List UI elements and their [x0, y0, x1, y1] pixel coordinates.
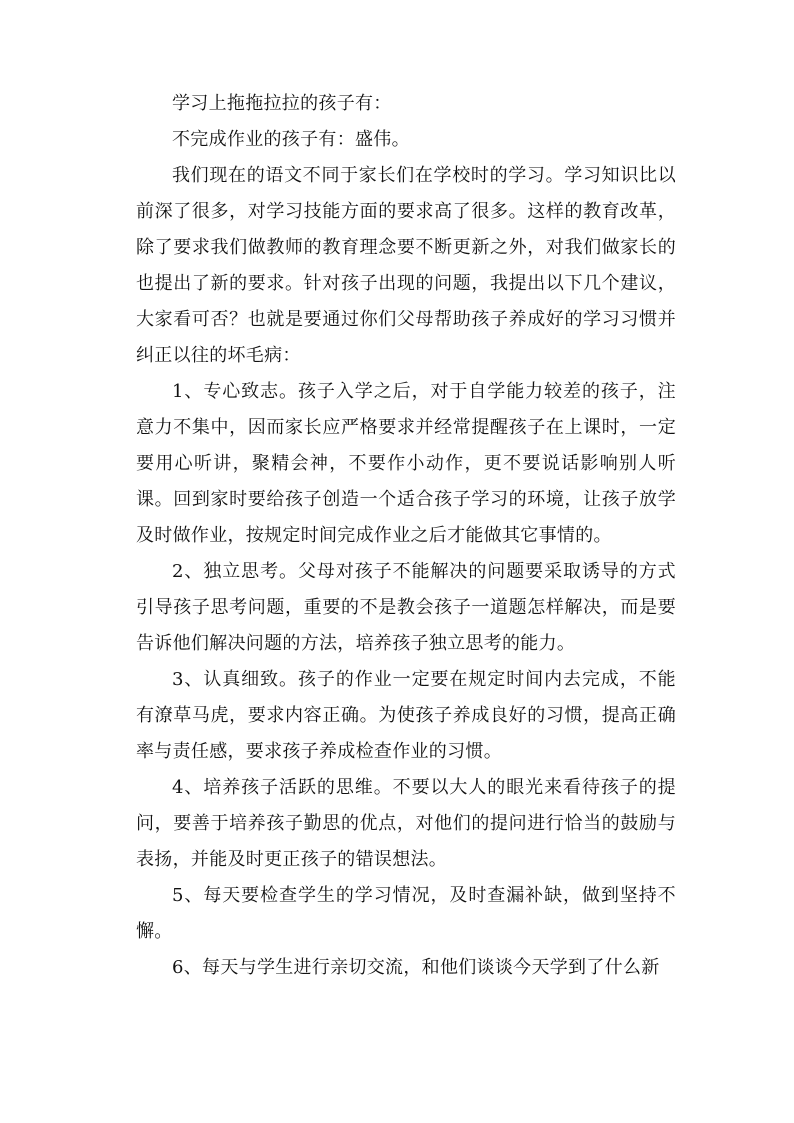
paragraph-slow-students: 学习上拖拖拉拉的孩子有： — [172, 93, 392, 114]
paragraph-suggestion-6: 6、每天与学生进行亲切交流，和他们谈谈今天学到了什么新 — [172, 957, 660, 978]
paragraph-suggestion-1: 1、专心致志。孩子入学之后，对于自学能力较差的孩子，注意力不集中，因而家长应严格要求并经常提醒孩子在上课时，一定要用心听讲，聚精会神，不要作小动作，更不要说话影响别人听课。回到家时要给孩子创造一个适合孩子学习的环境，让孩子放学及时做作业，按规定时间完成作业之后才能做其它事情的。 — [136, 381, 676, 546]
paragraph-suggestion-4: 4、培养孩子活跃的思维。不要以大人的眼光来看待孩子的提问，要善于培养孩子勤思的优点，对他们的提问进行恰当的鼓励与表扬，并能及时更正孩子的错误想法。 — [136, 777, 676, 870]
paragraph-incomplete-homework: 不完成作业的孩子有：盛伟。 — [172, 129, 410, 150]
paragraph-suggestion-5: 5、每天要检查学生的学习情况，及时查漏补缺，做到坚持不懈。 — [136, 885, 676, 942]
paragraph-introduction: 我们现在的语文不同于家长们在学校时的学习。学习知识比以前深了很多，对学习技能方面的要求高了很多。这样的教育改革，除了要求我们做教师的教育理念要不断更新之外，对我们做家长的也提出了新的要求。针对孩子出现的问题，我提出以下几个建议，大家看可否？也就是要通过你们父母帮助孩子养成好的学习习惯并纠正以往的坏毛病： — [136, 165, 676, 366]
paragraph-suggestion-3: 3、认真细致。孩子的作业一定要在规定时间内去完成，不能有潦草马虎，要求内容正确。为使孩子养成良好的习惯，提高正确率与责任感，要求孩子养成检查作业的习惯。 — [136, 669, 676, 762]
paragraph-suggestion-2: 2、独立思考。父母对孩子不能解决的问题要采取诱导的方式引导孩子思考问题，重要的不是教会孩子一道题怎样解决，而是要告诉他们解决问题的方法，培养孩子独立思考的能力。 — [136, 561, 676, 654]
document-body — [136, 86, 676, 986]
